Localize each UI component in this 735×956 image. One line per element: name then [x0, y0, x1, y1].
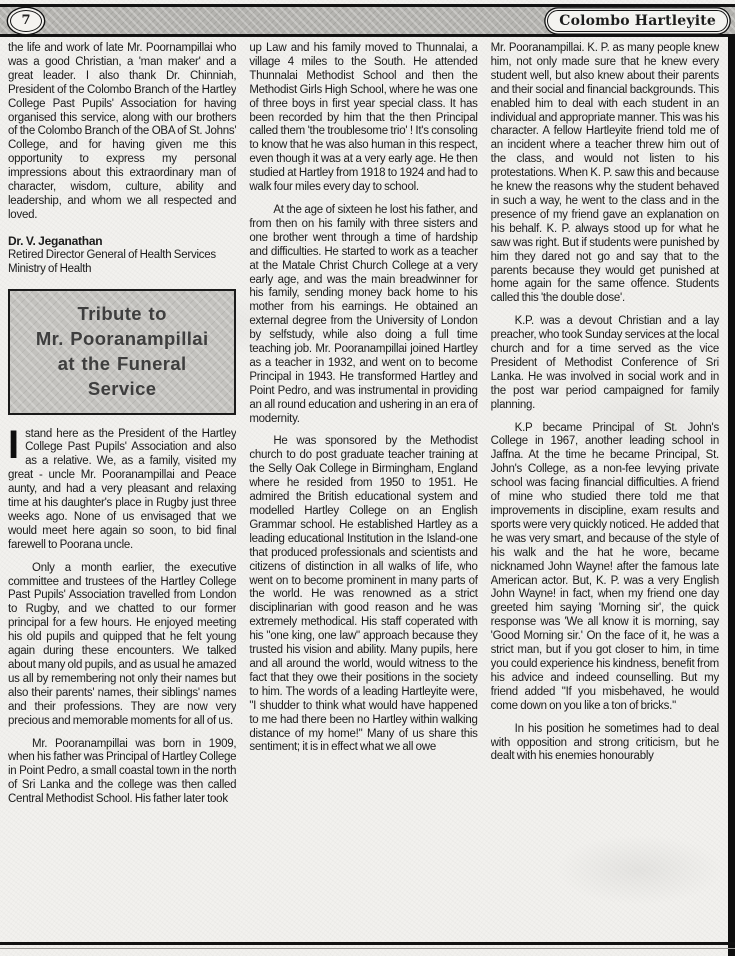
- tribute-heading-box: [8, 289, 236, 415]
- masthead-text: Colombo Hartleyite: [559, 12, 716, 29]
- column-2: [249, 42, 477, 938]
- paragraph-dropcap: [8, 422, 237, 553]
- page-number: 7: [21, 13, 31, 28]
- paragraph: Mr. Pooranampillai was born in 1909, when his father was Principal of Hartley College in Point Pedro, a small coastal town in the north of Sri Lanka and the college was then called Central Methodist School. His father later took: [8, 737, 237, 806]
- paragraph: He was sponsored by the Methodist church to do post graduate teacher training at the Selly Oak College in Birmingham, England where he resided from 1950 to 1951. He admired the British educational system and modelled Hartley College on an English Grammar school. He established Hartley as a leading educational Institution in the Island-one that produced professionals and scientists and citizens of distinction in all walks of life, who went on to become prominent in many parts of the world. He was renowned as a strict disciplinarian with good reason and he was extremely methodical. His staff coperated with his "one king, one law" approach because they trusted his vision and ability. Many pupils, here and all around the world, would witness to the fact that they owe their positions in the society to him. The words of a leading Hartleyite were, "I shudder to think what would have happened to me had there been no Hartley within walking distance of my home!" Many of us share this sentiment; it is in effect what we all owe: [249, 435, 478, 754]
- drop-cap-letter: I: [8, 422, 20, 467]
- column-1: [8, 42, 236, 938]
- page-right-edge-rule: [728, 35, 735, 956]
- article-body: [8, 42, 719, 938]
- author-title: Retired Director General of Health Services: [8, 248, 216, 261]
- tribute-heading-line: Tribute to: [77, 302, 167, 324]
- page-bottom-rule-shadow: [0, 948, 735, 949]
- column-3: [491, 42, 719, 938]
- paragraph: K.P became Principal of St. John's College in 1967, another leading school in Jaffna. At the time he became Principal, St. John's College, as a non-fee levying private school was facing financial difficulties. A friend of mine who studied there told me that improvements in discipline, exam results and sports were very quickly noticed. He added that he was very smart, and because of the style of his walk and the hat he wore, became nicknamed John Wayne! after the famous late American actor. But, K. P. was a very English John Wayne! in fact, when my friend one day greeted him saying 'Morning sir', the quick response was 'We all know it is morning, say 'Good Morning sir.' On the face of it, he was a strict man, but if you got closer to him, in time you could experience his kindness, benefit from his advice and indeed counselling. But my friend added "If you misbehaved, he would come down on you like a ton of bricks.": [490, 421, 719, 712]
- paragraph: K.P. was a devout Christian and a lay preacher, who took Sunday services at the local church and for a time served as the vice President of Methodist Conference of Sri Lanka. He was involved in social work and in the post war period campaigned for family planning.: [490, 315, 719, 411]
- paragraph: Only a month earlier, the executive committee and trustees of the Hartley College Past Pupils' Association travelled from London to Rugby, and we chatted to our former principal for a few hours. He enjoyed meeting his old pupils and quipped that he felt young again during these encounters. We talked about many old pupils, and as usual he amazed us all by remembering not only their names but also their parents' names, their siblings' names and their professions. They are now very precious and memorable moments for all of us.: [8, 561, 237, 727]
- author-name: Dr. V. Jeganathan: [8, 233, 103, 248]
- page-header-band: [0, 4, 735, 37]
- masthead-title: [547, 10, 728, 32]
- author-block: [8, 235, 236, 277]
- paragraph: the life and work of late Mr. Poornampillai who was a good Christian, a 'man maker' and a great leader. I also thank Dr. Chinniah, President of the Colombo Branch of the Hartley College Past Pupils' Association for having organised this service, along with our brothers of the Colombo Branch of the OBA of St. Johns' College, and for having given me this opportunity to express my personal impressions about this extraordinary man of character, wisdom, culture, ability and leadership, and whom we all respected and loved.: [8, 42, 237, 221]
- paragraph: In his position he sometimes had to deal with opposition and strong criticism, but he dealt with his enemies honourably: [490, 722, 719, 763]
- tribute-heading-line: Mr. Pooranampillai: [35, 327, 209, 349]
- page-bottom-rule: [0, 942, 735, 945]
- author-department: Ministry of Health: [8, 262, 92, 275]
- paragraph-text: stand here as the President of the Hartley College Past Pupils' Association and also as a relative. We, as a family, visited my great - uncle Mr. Pooranampillai and Peace aunty, and had a very pleasant and relaxing time at his daughter's place in Rugby just three weeks ago. None of us envisaged that we would meet here again so soon, to bid final farewell to Poorana uncle.: [8, 427, 237, 551]
- tribute-heading-line: at the Funeral: [57, 352, 187, 374]
- paragraph: up Law and his family moved to Thunnalai, a village 4 miles to the South. He attended Thunnalai Methodist School and then the Methodist Girls High School, where he was one of three boys in first year special class. It has been recorded by him that the then Principal called them 'the troublesome trio' ! It's consoling to know that he was also human in this respect, even though it was at a very early age. He then studied at Hartley from 1918 to 1924 and had to walk four miles every day to school.: [249, 42, 478, 194]
- page-number-badge: [10, 10, 42, 32]
- paragraph: At the age of sixteen he lost his father, and from then on his family with three sisters and one brother went through a time of hardship and difficulties. He started to work as a teacher at the Matale Christ Church College at a very early age, and was the main breadwinner for his family, sending money back home to his mother from his earnings. He obtained an external degree from the University of London by selfstudy, while also doing a full time teaching job. Mr. Pooranampillai joined Hartley as a teacher in 1932, and went on to become Principal in 1943. He transformed Hartley and Point Pedro, and was instrumental in providing an all round education and ushering in an era of modernity.: [249, 203, 478, 425]
- tribute-heading-line: Service: [87, 377, 157, 399]
- paragraph: Mr. Pooranampillai. K. P. as many people knew him, not only made sure that he knew every student well, but also knew about their parents and their social and financial backgrounds. This enabled him to deal with each student in an individual and appropriate manner. This was his character. A fellow Hartleyite friend told me of an incident where a teacher threw him out of the class, and would not listen to his protestations. When K. P. saw this and because he knew the reasons why the student behaved in such a way, he went to the class and in the presence of my friend gave an explanation on his behalf. K. P. always stood up for what he saw was right. But if students were punished by him they dared not go and say that to the parents because they would get punished at home again for the same offence. Students called this 'the double dose'.: [490, 42, 719, 305]
